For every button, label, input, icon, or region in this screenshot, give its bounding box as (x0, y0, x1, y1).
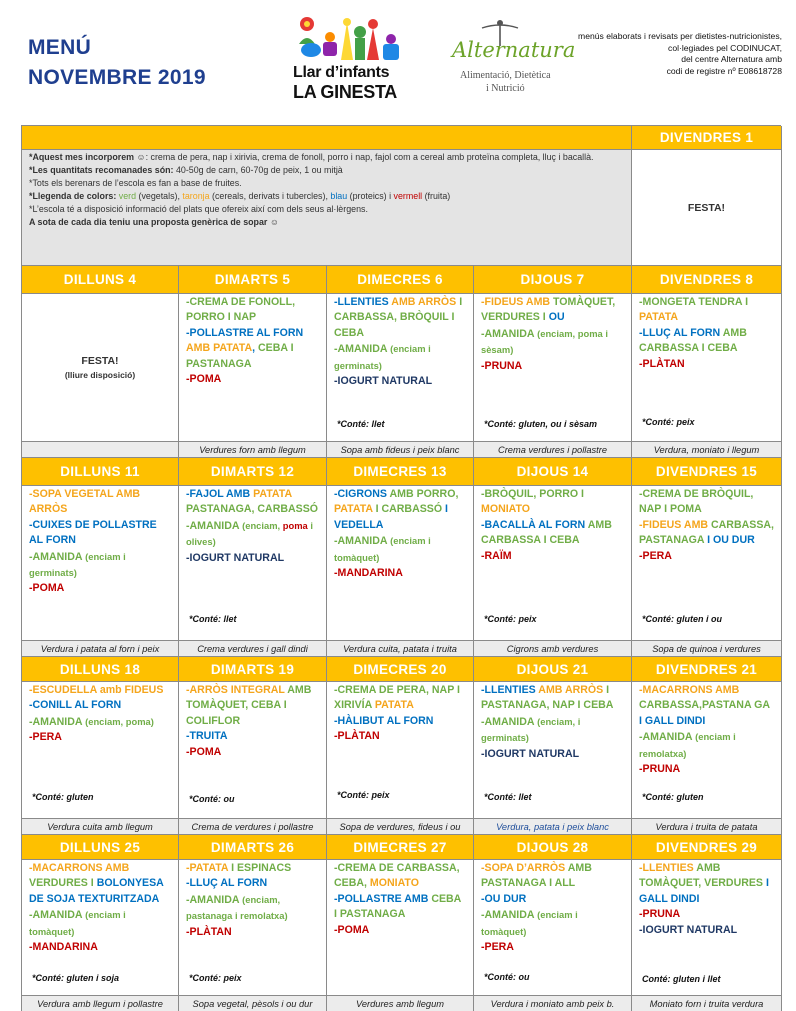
header-dilluns-4: DILLUNS 4 (22, 266, 179, 294)
dinner-dimarts-19: Crema de verdures i pollastre (179, 819, 327, 835)
dish: -AMANIDA (enciam i tomàquet) (481, 909, 578, 937)
dish: -PRUNA (481, 359, 523, 372)
header-dimecres-6: DIMECRES 6 (327, 266, 474, 294)
dish: -PLÀTAN (186, 925, 232, 938)
allergen-note: *Conté: peix (337, 790, 390, 800)
header-divendres-1: DIVENDRES 1 (632, 126, 782, 150)
dish: -LLUÇ AL FORN AMB CARBASSA I CEBA (639, 326, 747, 355)
menu-dimarts-12 (179, 486, 327, 641)
note-line: *Aquest mes incorporem ☺: crema de pera, nap i xirivia, crema de fonoll, porro i nap, fajol com a cereal amb proteïna completa, lluç i bacallà. (29, 152, 594, 162)
header-divendres-8: DIVENDRES 8 (632, 266, 782, 294)
header-dimarts-19: DIMARTS 19 (179, 657, 327, 682)
dish: -AMANIDA (enciam, poma i olives) (186, 519, 313, 548)
dish: -PATATA I ESPINACS (186, 862, 292, 874)
dinner-dimarts-5: Verdures forn amb llegum (179, 442, 327, 458)
dish: -AMANIDA (enciam i germinats) (29, 550, 126, 579)
dish: -POLLASTRE AMB CEBA I PASTANAGA (334, 892, 461, 921)
allergen-note: *Conté: ou (484, 972, 530, 982)
dish: -PLÀTAN (639, 357, 685, 370)
allergen-note: *Conté: llet (337, 419, 385, 429)
dish: -POMA (186, 373, 222, 386)
header-dilluns-11: DILLUNS 11 (22, 458, 179, 486)
allergen-note: *Conté: gluten (32, 792, 94, 802)
header-dijous-21: DIJOUS 21 (474, 657, 632, 682)
menu-dimarts-19 (179, 682, 327, 819)
dish: -PRUNA (639, 763, 681, 776)
menu-dijous-21 (474, 682, 632, 819)
dish: -CUIXES DE POLLASTRE AL FORN (29, 518, 157, 547)
title-line-1: MENÚ (28, 36, 92, 59)
dish: -POLLASTRE AL FORN AMB PATATA, CEBA I PASTANAGA (186, 326, 304, 370)
menu-dimecres-27 (327, 860, 474, 996)
dinner-dijous-21: Verdura, patata i peix blanc (474, 819, 632, 835)
dish: -CREMA DE FONOLL, PORRO I NAP (186, 296, 296, 324)
partner-subtitle-2: i Nutrició (486, 83, 525, 94)
dinner-dilluns-4 (22, 442, 179, 458)
menu-dilluns-18 (22, 682, 179, 819)
dish: -AMANIDA (enciam i tomàquet) (29, 909, 126, 937)
dish: -ARRÒS INTEGRAL AMB TOMÀQUET, CEBA I COLIFLOR (186, 684, 312, 727)
menu-dimecres-6 (327, 294, 474, 442)
dish: -AMANIDA (enciam i tomàquet) (334, 535, 431, 563)
dish: -PRUNA (639, 908, 681, 921)
header-dijous-7: DIJOUS 7 (474, 266, 632, 294)
header-dimarts-12: DIMARTS 12 (179, 458, 327, 486)
note-line: A sota de cada dia teniu una proposta genèrica de sopar ☺ (29, 217, 279, 228)
dish: -PERA (29, 731, 62, 744)
dish: -POMA (186, 745, 222, 758)
header-dimarts-26: DIMARTS 26 (179, 835, 327, 860)
dish: -MACARRONS AMB VERDURES I BOLONYESA DE SOJA TEXTURITZADA (29, 862, 164, 905)
dinner-dimecres-6: Sopa amb fideus i peix blanc (327, 442, 474, 458)
dinner-dimarts-12: Crema verdures i gall dindi (179, 641, 327, 657)
dish: -POMA (334, 923, 370, 936)
menu-dimecres-20 (327, 682, 474, 819)
dinner-dilluns-11: Verdura i patata al forn i peix (22, 641, 179, 657)
header-divendres-15: DIVENDRES 15 (632, 458, 782, 486)
dish: -PLÀTAN (334, 730, 380, 743)
dish: -PERA (481, 941, 514, 954)
credits-line: codi de registre nº E08618728 (666, 65, 782, 76)
allergen-note: *Conté: gluten i ou (642, 614, 722, 624)
note-line: *Llegenda de colors: verd (vegetals), taronja (cereals, derivats i tubercles), blau (proteics) i vermell (fruita) (29, 191, 451, 202)
menu-divendres-15 (632, 486, 782, 641)
dish: -CREMA DE PERA, NAP I XIRIVÍA PATATA (334, 684, 460, 712)
smile-icon: ☺ (269, 217, 279, 228)
notes-block (22, 150, 632, 266)
dinner-dijous-7: Crema verdures i pollastre (474, 442, 632, 458)
header-dijous-28: DIJOUS 28 (474, 835, 632, 860)
dish: -SOPA VEGETAL AMB ARRÒS (29, 488, 141, 516)
dish: -CREMA DE BRÒQUIL, NAP I POMA (639, 488, 754, 516)
dish: -IOGURT NATURAL (639, 923, 738, 936)
header-divendres-21: DIVENDRES 21 (632, 657, 782, 682)
school-logo (293, 14, 408, 100)
allergen-note: *Conté: gluten, ou i sèsam (484, 419, 598, 429)
dish: -MACARRONS AMB CARBASSA,PASTANA GA I GALL DINDI (639, 684, 770, 727)
menu-divendres-8 (632, 294, 782, 442)
dish: -AMANIDA (enciam, poma i sèsam) (481, 327, 608, 356)
dinner-dilluns-18: Verdura cuita amb llegum (22, 819, 179, 835)
dinner-dijous-14: Cigrons amb verdures (474, 641, 632, 657)
dish: -AMANIDA (enciam i germinats) (334, 343, 431, 371)
note-line: *Tots els berenars de l’escola es fan a base de fruites. (29, 178, 242, 189)
credits (542, 31, 782, 77)
dinner-dilluns-25: Verdura amb llegum i pollastre (22, 996, 179, 1011)
header-divendres-29: DIVENDRES 29 (632, 835, 782, 860)
credits-line: menús elaborats i revisats per dietistes-nutricionistes, (578, 31, 782, 41)
note-line: *Les quantitats recomanades són: 40-50g de carn, 60-70g de peix, 1 ou mitjà (29, 165, 343, 176)
notes-header-bar (22, 126, 632, 150)
menu-dijous-7 (474, 294, 632, 442)
dish: -IOGURT NATURAL (334, 375, 433, 388)
dish: -ESCUDELLA amb FIDEUS (29, 684, 164, 696)
dish: -CONILL AL FORN (29, 699, 122, 712)
allergen-note: *Conté: peix (484, 614, 537, 624)
menu-dimecres-13 (327, 486, 474, 641)
menu-divendres-29 (632, 860, 782, 996)
dinner-divendres-21: Verdura i truita de patata (632, 819, 782, 835)
dish: -SOPA D’ARRÒS AMB PASTANAGA I ALL (481, 862, 592, 890)
credits-line: del centre Alternatura amb (681, 54, 782, 65)
dish: -FAJOL AMB PATATA PASTANAGA, CARBASSÓ (186, 488, 319, 516)
dinner-dijous-28: Verdura i moniato amb peix b. (474, 996, 632, 1011)
dish: -HÀLIBUT AL FORN (334, 714, 434, 727)
dish: -IOGURT NATURAL (481, 747, 580, 760)
header-dijous-14: DIJOUS 14 (474, 458, 632, 486)
dish: -AMANIDA (enciam, pastanaga i remolatxa) (186, 893, 288, 922)
festa-label: FESTA! (81, 355, 119, 367)
menu-dijous-28 (474, 860, 632, 996)
children-figures-icon (297, 14, 405, 62)
dinner-divendres-29: Moniato forn i truita verdura (632, 996, 782, 1011)
dish: -LLUÇ AL FORN (186, 877, 268, 890)
header-dimecres-13: DIMECRES 13 (327, 458, 474, 486)
dish: -LLENTIES AMB TOMÀQUET, VERDURES I GALL DINDI (639, 862, 769, 905)
dish: -MANDARINA (29, 941, 98, 954)
header-dimecres-27: DIMECRES 27 (327, 835, 474, 860)
festa-dilluns-4 (22, 294, 179, 442)
dish: -PERA (639, 549, 672, 562)
dish: -AMANIDA (enciam, poma) (29, 715, 154, 728)
dinner-dimecres-13: Verdura cuita, patata i truita (327, 641, 474, 657)
dish: -LLENTIES AMB ARRÒS I CARBASSA, BRÒQUIL I CEBA (334, 296, 463, 339)
dish: -MONGETA TENDRA I PATATA (639, 296, 749, 324)
dish: -AMANIDA (enciam i remolatxa) (639, 731, 736, 759)
dish: -MANDARINA (334, 567, 403, 580)
dish: -POMA (29, 582, 65, 595)
dish: -OU DUR (481, 892, 527, 905)
menu-dilluns-11 (22, 486, 179, 641)
menu-dilluns-25 (22, 860, 179, 996)
smile-icon: ☺ (136, 152, 146, 162)
dinner-dimarts-26: Sopa vegetal, pèsols i ou dur (179, 996, 327, 1011)
dish: -RAÏM (481, 549, 512, 562)
allergen-note: *Conté: llet (484, 792, 532, 802)
allergen-note: *Conté: gluten i soja (32, 973, 120, 983)
dish: -BRÒQUIL, PORRO I MONIATO (481, 488, 584, 516)
dinner-divendres-8: Verdura, moniato i llegum (632, 442, 782, 458)
dish: -FIDEUS AMB CARBASSA, PASTANAGA I OU DUR (639, 518, 774, 547)
school-name-line-1: Llar d’infants (293, 64, 390, 81)
menu-dimarts-5 (179, 294, 327, 442)
partner-name: Alternatura (452, 38, 576, 62)
header-dilluns-18: DILLUNS 18 (22, 657, 179, 682)
menu-grid (21, 125, 781, 1011)
dish: -IOGURT NATURAL (186, 551, 285, 564)
menu-dijous-14 (474, 486, 632, 641)
festa-divendres-1: FESTA! (632, 150, 782, 266)
dinner-dimecres-20: Sopa de verdures, fideus i ou (327, 819, 474, 835)
dish: -CREMA DE CARBASSA, CEBA, MONIATO (334, 862, 460, 890)
school-name-line-2: LA GINESTA (293, 82, 397, 102)
header-dimecres-20: DIMECRES 20 (327, 657, 474, 682)
dinner-dimecres-27: Verdures amb llegum (327, 996, 474, 1011)
allergen-note: *Conté: peix (189, 973, 242, 983)
allergen-note: *Conté: llet (189, 614, 237, 624)
credits-line: col·legiades pel CODINUCAT, (668, 42, 782, 53)
dish: -TRUITA (186, 730, 228, 743)
dish: -LLENTIES AMB ARRÒS I PASTANAGA, NAP I CEBA (481, 684, 614, 712)
partner-subtitle-1: Alimentació, Dietètica (460, 70, 551, 81)
menu-dimarts-26 (179, 860, 327, 996)
allergen-note: *Conté: peix (642, 417, 695, 427)
note-line: *L’escola té a disposició informació del plats que ofereix així com dels seus al·lèrgens. (29, 204, 368, 215)
menu-divendres-21 (632, 682, 782, 819)
title-line-2: NOVEMBRE 2019 (28, 66, 206, 89)
allergen-note: *Conté: ou (189, 794, 235, 804)
dish: -CIGRONS AMB PORRO, PATATA I CARBASSÓ I VEDELLA (334, 488, 459, 531)
dish: -BACALLÀ AL FORN AMB CARBASSA I CEBA (481, 518, 612, 547)
festa-sublabel: (lliure disposició) (64, 370, 136, 380)
header-dimarts-5: DIMARTS 5 (179, 266, 327, 294)
allergen-note: *Conté: gluten (642, 792, 704, 802)
allergen-note: Conté: gluten i llet (642, 974, 721, 984)
header-dilluns-25: DILLUNS 25 (22, 835, 179, 860)
dinner-divendres-15: Sopa de quinoa i verdures (632, 641, 782, 657)
dish: -AMANIDA (enciam, i germinats) (481, 715, 581, 744)
dish: -FIDEUS AMB TOMÀQUET, VERDURES I OU (481, 296, 616, 324)
